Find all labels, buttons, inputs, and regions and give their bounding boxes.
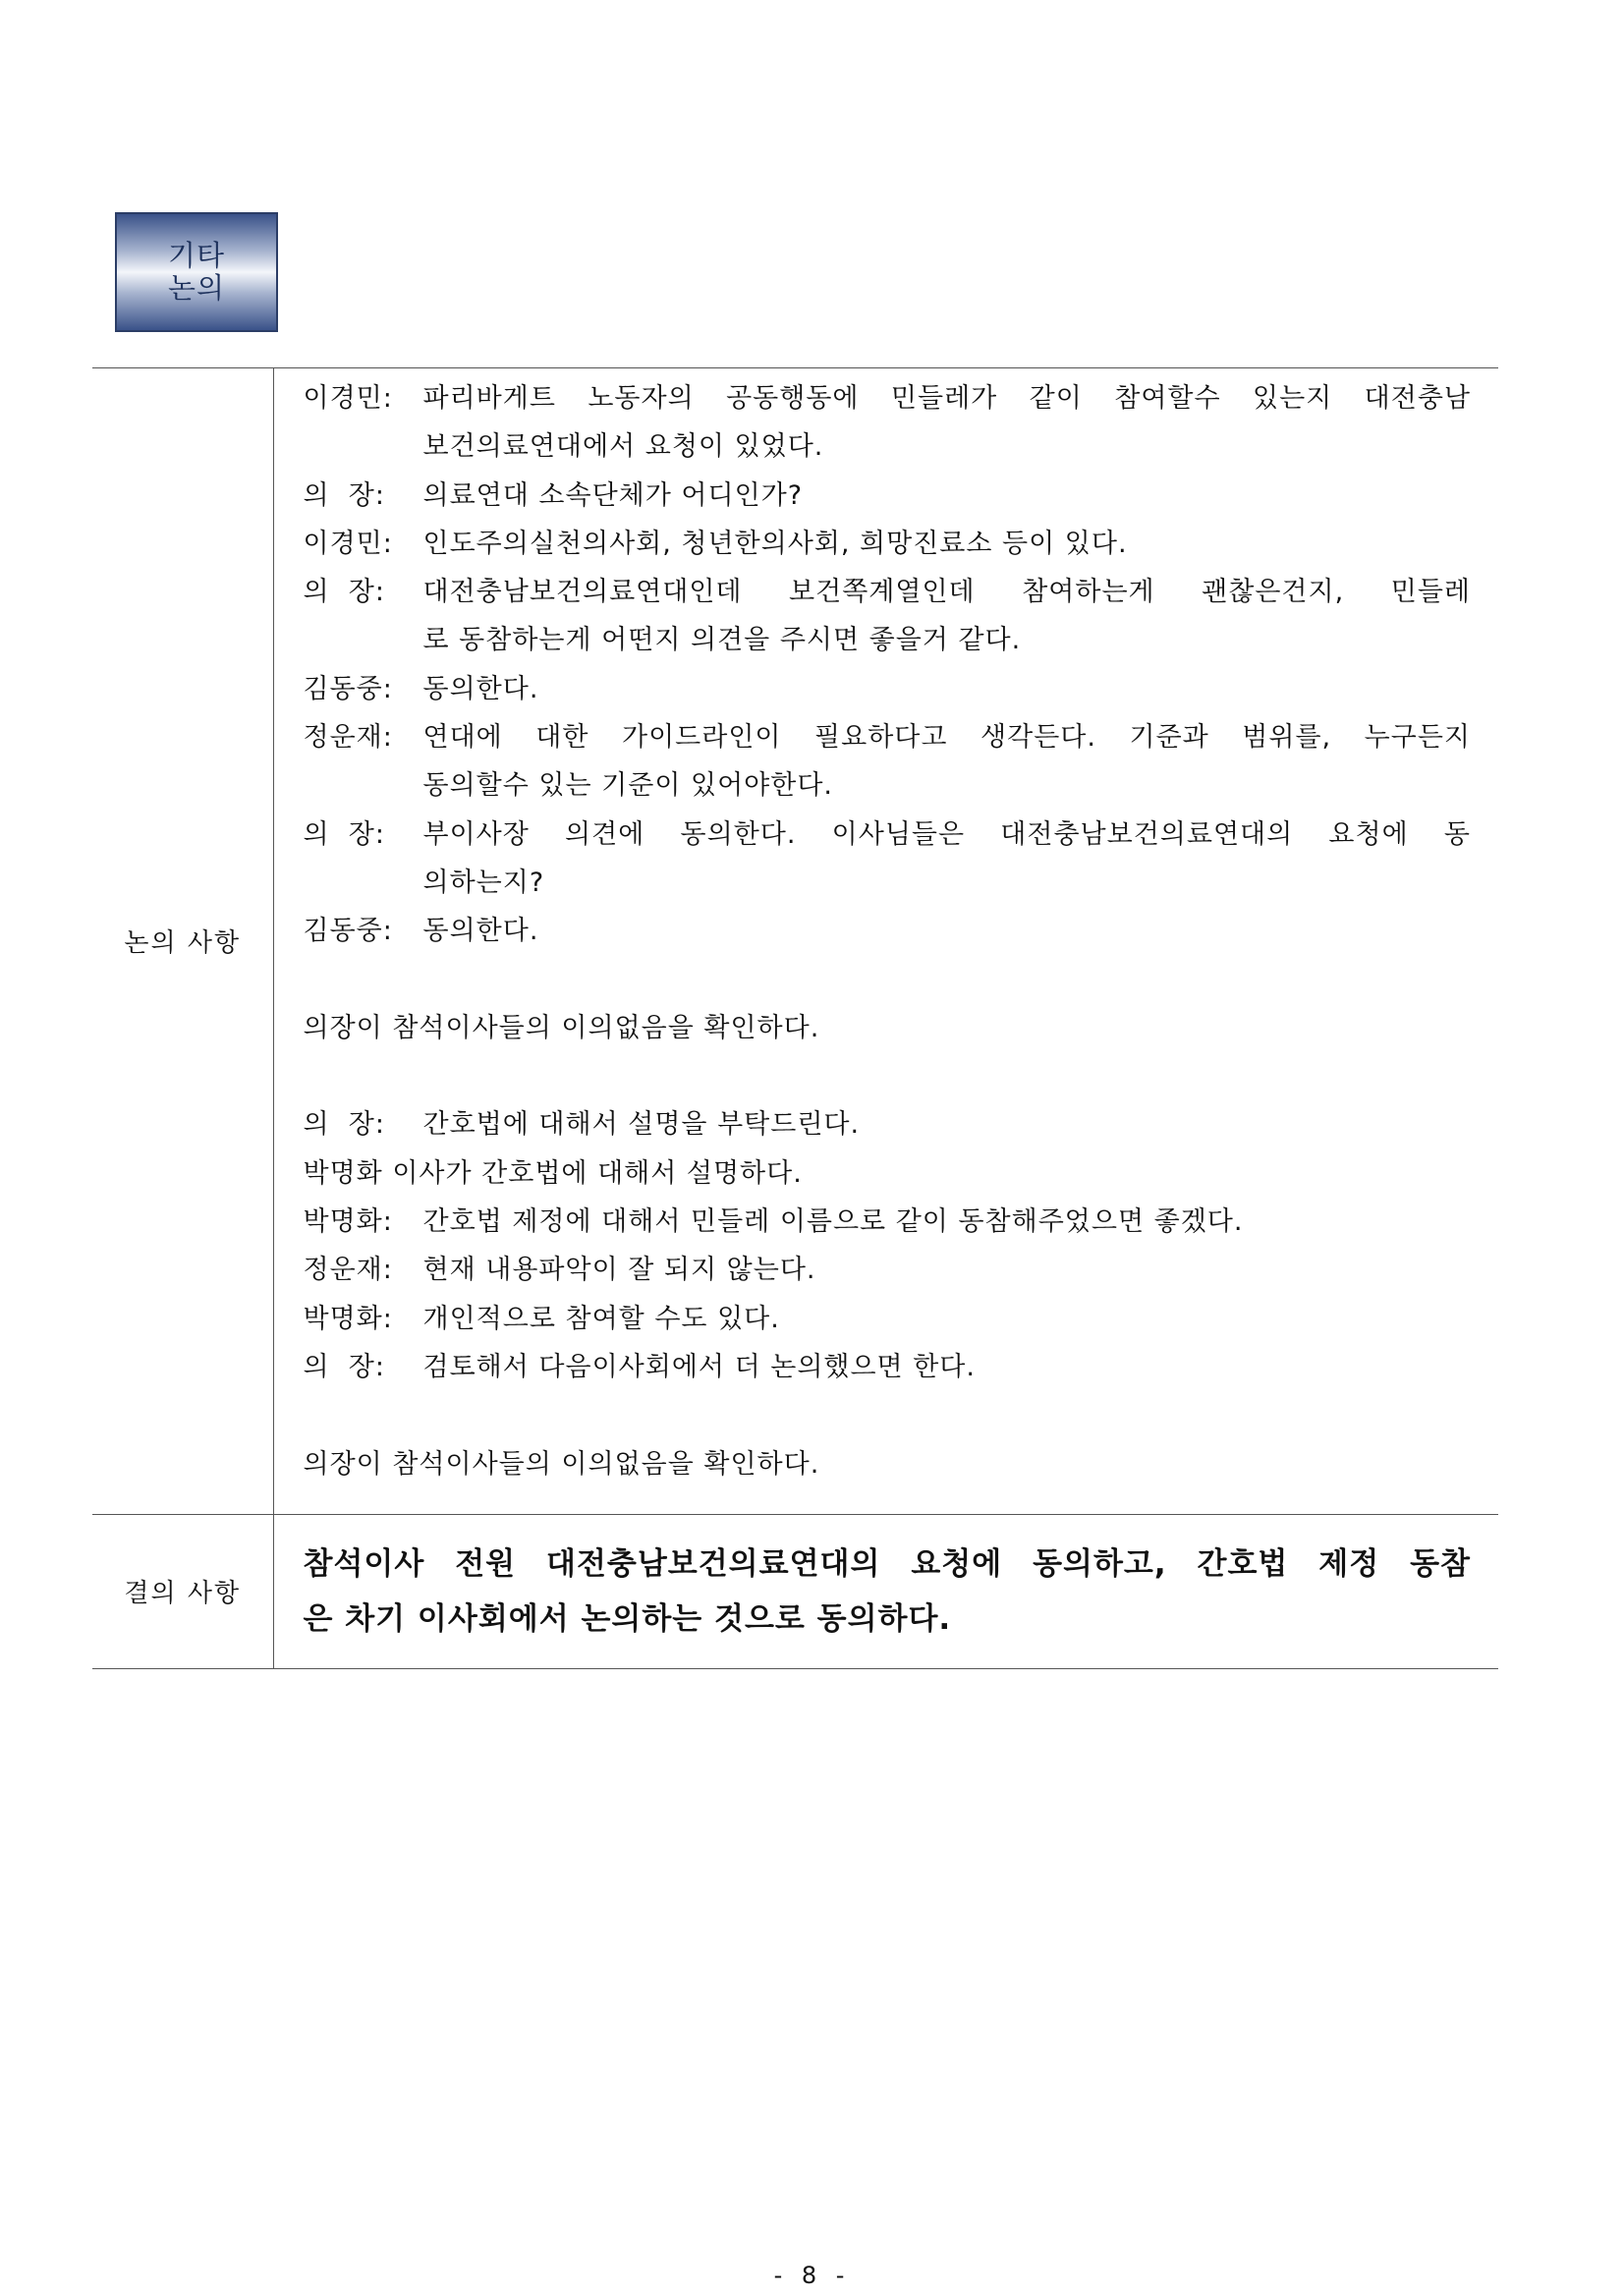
speaker-label — [304, 520, 423, 568]
page-number: - 8 - — [773, 2262, 851, 2289]
discussion-line — [304, 520, 1472, 568]
speaker-label — [304, 907, 423, 955]
discussion-line — [304, 374, 1472, 422]
speaker-label — [304, 665, 423, 713]
discussion-line — [304, 422, 1472, 471]
discussion-line — [304, 713, 1472, 761]
blank-line — [304, 1052, 1472, 1100]
speaker-name: 의 장: — [303, 479, 385, 511]
line-text: 동의할수 있는 기준이 있어야한다. — [422, 770, 833, 802]
line-text: 검토해서 다음이사회에서 더 논의했으면 한다. — [422, 1351, 976, 1382]
line-text: 개인적으로 참여할 수도 있다. — [422, 1303, 780, 1334]
discussion-row — [92, 368, 1498, 1515]
discussion-line — [304, 1440, 1472, 1488]
discussion-line — [304, 1198, 1472, 1246]
speaker-label — [304, 1198, 423, 1246]
discussion-line — [304, 1100, 1472, 1148]
section-badge — [115, 212, 278, 332]
line-text: 의하는지? — [422, 867, 545, 898]
line-text: 대전충남보건의료연대인데 보건쪽계열인데 참여하는게 괜찮은건지, 민들레 — [422, 577, 1471, 608]
line-text: 동의한다. — [422, 673, 539, 704]
speaker-label — [304, 1100, 423, 1148]
line-text: 의장이 참석이사들의 이의없음을 확인하다. — [303, 1012, 820, 1043]
discussion-line — [304, 1004, 1472, 1052]
line-text: 의료연대 소속단체가 어디인가? — [422, 479, 804, 511]
line-text: 보건의료연대에서 요청이 있었다. — [422, 431, 824, 463]
speaker-label — [304, 1295, 423, 1343]
line-text: 부이사장 의견에 동의한다. 이사님들은 대전충남보건의료연대의 요청에 동 — [422, 818, 1471, 850]
speaker-name: 김동중: — [303, 916, 393, 947]
speaker-name: 의 장: — [303, 818, 385, 850]
line-text: 인도주의실천의사회, 청년한의사회, 희망진료소 등이 있다. — [422, 528, 1128, 559]
blank-line — [304, 1391, 1472, 1439]
line-text: 의장이 참석이사들의 이의없음을 확인하다. — [303, 1448, 820, 1480]
speaker-name: 이경민: — [303, 383, 393, 414]
discussion-line — [304, 1149, 1472, 1198]
discussion-lines — [274, 368, 1499, 1514]
line-text: 간호법에 대해서 설명을 부탁드린다. — [422, 1109, 861, 1141]
resolution-line-1: 참석이사 전원 대전충남보건의료연대의 요청에 동의하고, 간호법 제정 동참 — [303, 1545, 1471, 1582]
line-text: 연대에 대한 가이드라인이 필요하다고 생각든다. 기준과 범위를, 누구든지 — [422, 722, 1471, 754]
discussion-line — [304, 1343, 1472, 1391]
discussion-line — [304, 1295, 1472, 1343]
resolution-body — [273, 1514, 1498, 1668]
speaker-name: 김동중: — [303, 673, 393, 704]
discussion-line — [304, 761, 1472, 810]
speaker-name: 정운재: — [303, 1255, 393, 1286]
discussion-line — [304, 1246, 1472, 1294]
discussion-line — [304, 907, 1472, 955]
resolution-line-2: 은 차기 이사회에서 논의하는 것으로 동의하다. — [303, 1600, 952, 1637]
speaker-label — [304, 713, 423, 761]
line-text: 로 동참하는게 어떤지 의견을 주시면 좋을거 같다. — [422, 625, 1022, 656]
speaker-name: 박명화: — [303, 1303, 393, 1334]
resolution-label: 결의 사항 — [92, 1514, 273, 1668]
line-text: 파리바게트 노동자의 공동행동에 민들레가 같이 참여할수 있는지 대전충남 — [422, 383, 1471, 414]
discussion-line — [304, 811, 1472, 859]
speaker-label — [304, 811, 423, 859]
minutes-table — [92, 367, 1498, 1669]
line-text: 간호법 제정에 대해서 민들레 이름으로 같이 동참해주었으면 좋겠다. — [422, 1206, 1244, 1238]
speaker-name: 정운재: — [303, 722, 393, 754]
speaker-name: 박명화: — [303, 1206, 393, 1238]
discussion-line — [304, 472, 1472, 520]
speaker-name: 의 장: — [303, 577, 385, 608]
speaker-label — [304, 568, 423, 616]
speaker-label — [304, 374, 423, 422]
resolution-row — [92, 1514, 1498, 1668]
discussion-line — [304, 616, 1472, 664]
speaker-label — [304, 1343, 423, 1391]
blank-line — [304, 956, 1472, 1004]
discussion-line — [304, 568, 1472, 616]
speaker-name: 의 장: — [303, 1109, 385, 1141]
line-text: 현재 내용파악이 잘 되지 않는다. — [422, 1255, 816, 1286]
discussion-line — [304, 859, 1472, 907]
speaker-label — [304, 1246, 423, 1294]
speaker-name: 의 장: — [303, 1351, 385, 1382]
line-text: 박명화 이사가 간호법에 대해서 설명하다. — [303, 1157, 803, 1189]
resolution-text — [274, 1515, 1499, 1668]
line-text: 동의한다. — [422, 916, 539, 947]
section-badge-line2: 논의 — [167, 271, 226, 305]
speaker-label — [304, 472, 423, 520]
speaker-name: 이경민: — [303, 528, 393, 559]
discussion-line — [304, 665, 1472, 713]
section-badge-line1: 기타 — [167, 239, 226, 272]
discussion-label: 논의 사항 — [92, 368, 273, 1515]
discussion-body — [273, 368, 1498, 1515]
